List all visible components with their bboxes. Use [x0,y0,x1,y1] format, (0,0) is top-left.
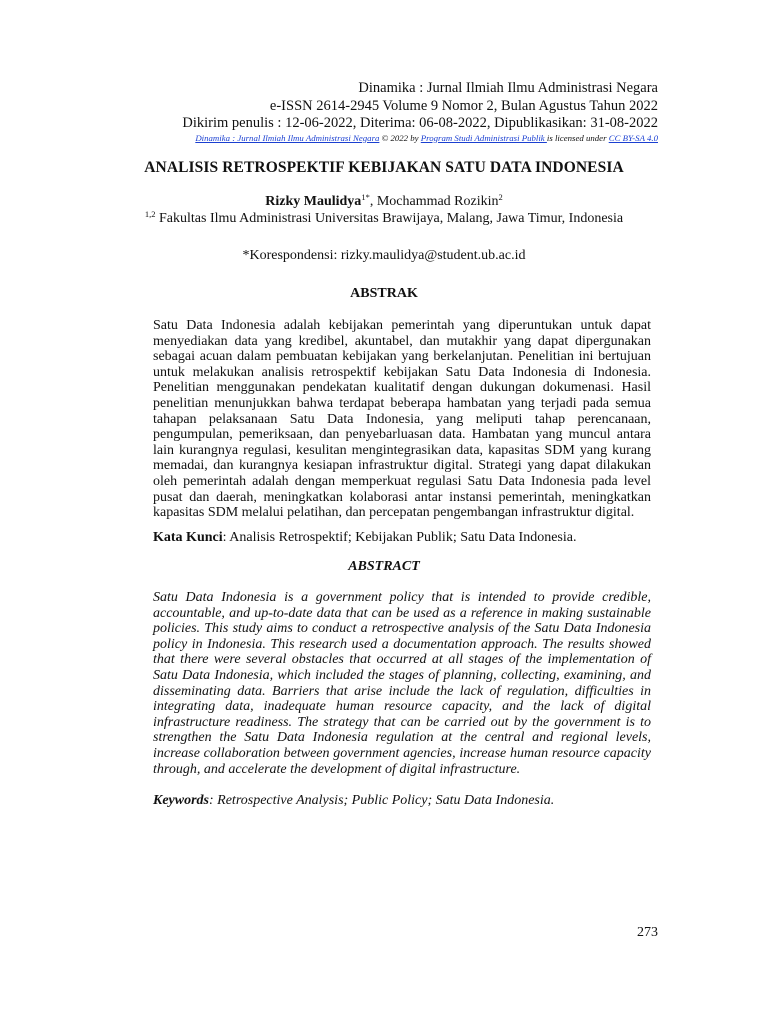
journal-name: Dinamika : Jurnal Ilmiah Ilmu Administrasi Negara [358,80,658,96]
journal-link[interactable]: Dinamika : Jurnal Ilmiah Ilmu Administrasi Negara [195,132,380,143]
license-line [182,133,658,144]
affiliation-text: Fakultas Ilmu Administrasi Universitas Brawijaya, Malang, Jawa Timur, Indonesia [155,211,624,226]
first-author: Rizky Maulidya [265,194,362,209]
correspondence: *Korespondensi: rizky.maulidya@student.ub.ac.id [242,248,526,263]
licensed-under-text: is licensed under [546,132,609,143]
affiliation-line [0,211,768,227]
submission-dates: Dikirim penulis : 12-06-2022, Diterima: 06-08-2022, Dipublikasikan: 31-08-2022 [182,115,658,131]
kata-kunci [153,530,576,546]
program-link[interactable]: Program Studi Administrasi Publik [420,132,547,143]
author-separator: , [369,194,377,209]
abstract-paragraph: Satu Data Indonesia is a government policy that is intended to provide credible, accountable, and up-to-date data that can be used as a reference in making sustainable policies. This study aims to conduct a retrospective analysis of the Satu Data Indonesia policy in Indonesia. This research used a documentation approach. The results showed that there were several obstacles that occurred at all stages of the implementation of Satu Data Indonesia, which included the stages of planning, collecting, examining, and disseminating data. Barriers that arise include the lack of regulation, difficulties in integrating data, inadequate human resource capacity, and the lack of digital infrastructure readiness. The strategy that can be carried out by the government is to strengthen the Satu Data Indonesia regulation at the central and regional levels, increase collaboration between government agencies, increase human resource capacity through, and accelerate the development of digital infrastructure. [153,590,651,777]
keywords-label: Keywords [153,793,209,808]
second-author: Mochammad Rozikin [376,194,499,209]
journal-issn: e-ISSN 2614-2945 Volume 9 Nomor 2, Bulan Agustus Tahun 2022 [269,97,658,114]
kata-kunci-label: Kata Kunci [153,530,223,545]
kata-kunci-text: : Analisis Retrospektif; Kebijakan Publik; Satu Data Indonesia. [222,530,577,545]
first-author-affil-mark: 1* [361,192,370,202]
journal-header [182,80,658,144]
abstract-heading: ABSTRACT [348,559,420,574]
affiliation-mark: 1,2 [144,209,156,219]
copyright-text: © 2022 by [379,132,421,143]
author-line [0,194,768,210]
page-number: 273 [637,925,658,940]
abstrak-heading: ABSTRAK [350,286,418,301]
second-author-affil-mark: 2 [498,192,503,202]
abstrak-paragraph: Satu Data Indonesia adalah kebijakan pemerintah yang diperuntukan untuk dapat menyediakan data yang kredibel, akuntabel, dan mutakhir yang dapat dipergunakan sebagai acuan dalam pembuatan kebijakan yang berkelanjutan. Penelitian ini bertujuan untuk melakukan analisis retrospektif kebijakan Satu Data Indonesia di Indonesia. Penelitian menggunakan pendekatan kualitatif dengan dukungan dokumenasi. Hasil penelitian menunjukkan bahwa terdapat beberapa hambatan yang terjadi pada semua tahapan pelaksanaan Satu Data Indonesia, yang meliputi tahap perencanaan, pengumpulan, pemeriksaan, dan penyebarluasan data. Hambatan yang muncul antara lain kurangnya regulasi, kesulitan mengintegrasikan data, kapasitas SDM yang kurang memadai, dan kurangnya kesiapan infrastruktur digital. Strategi yang dapat dilakukan oleh pemerintah adalah dengan memperkuat regulasi Satu Data Indonesia pada level pusat dan daerah, meningkatkan kolaborasi antar instansi pemerintah, meningkatkan kapasitas SDM melalui pelatihan, dan percepatan pengembangan infrastruktur digital. [153,318,651,521]
cc-license-link[interactable]: CC BY-SA 4.0 [608,132,658,143]
paper-title: ANALISIS RETROSPEKTIF KEBIJAKAN SATU DATA INDONESIA [144,159,624,176]
keywords [153,793,554,809]
keywords-text: : Retrospective Analysis; Public Policy; Satu Data Indonesia. [209,793,555,808]
